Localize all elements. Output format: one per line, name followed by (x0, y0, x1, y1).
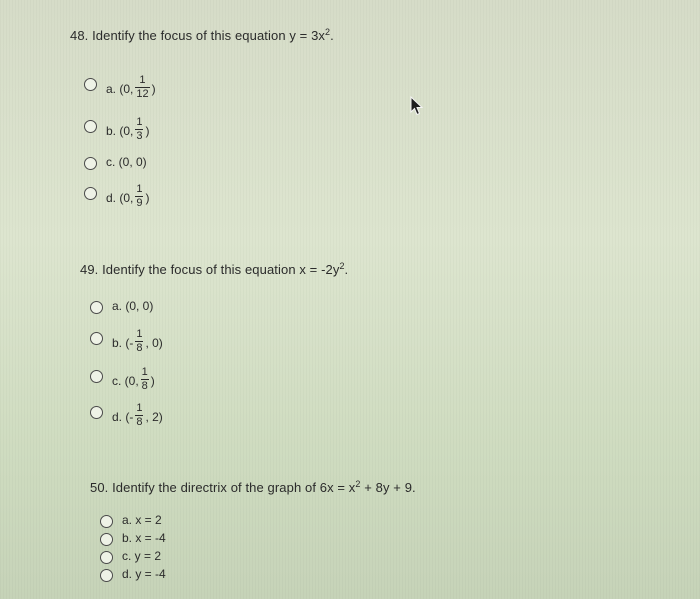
fraction-denominator: 8 (136, 416, 143, 428)
radio-button-icon[interactable] (84, 187, 97, 200)
question-48-end: . (330, 28, 334, 43)
question-50 (90, 480, 416, 495)
question-49-exponent: 2 (339, 261, 345, 271)
fraction-denominator: 8 (141, 380, 148, 392)
q49-option-d-suffix: , 2) (145, 409, 163, 424)
q48-option-a-suffix: ) (151, 81, 156, 96)
question-48 (70, 28, 334, 43)
q49-option-a-label: a. (0, 0) (112, 299, 154, 313)
q48-option-b-fraction (135, 117, 143, 142)
fraction-numerator: 1 (136, 183, 143, 195)
q50-option-a-label: a. x = 2 (122, 513, 162, 527)
question-50-end: + 8y + 9. (360, 480, 416, 495)
fraction-numerator: 1 (136, 328, 143, 340)
fraction-numerator: 1 (136, 402, 143, 414)
fraction-denominator: 12 (136, 88, 149, 100)
radio-button-icon[interactable] (100, 551, 113, 564)
mouse-pointer-icon (410, 96, 424, 116)
question-49-text: 49. Identify the focus of this equation x = -2y (80, 262, 340, 277)
fraction-numerator: 1 (139, 74, 146, 86)
radio-button-icon[interactable] (100, 533, 113, 546)
q48-option-c-label: c. (0, 0) (106, 155, 147, 169)
fraction-denominator: 9 (136, 197, 143, 209)
q48-option-d-fraction (135, 184, 143, 209)
q48-option-b-suffix: ) (145, 123, 150, 138)
q48-option-d-suffix: ) (145, 190, 150, 205)
radio-button-icon[interactable] (100, 515, 113, 528)
q49-option-b-suffix: , 0) (145, 335, 163, 350)
question-48-text: 48. Identify the focus of this equation y = 3x (70, 28, 326, 43)
radio-button-icon[interactable] (84, 78, 97, 91)
q49-option-d-fraction (135, 403, 143, 428)
q49-option-c-suffix: ) (150, 373, 155, 388)
question-49 (80, 262, 348, 277)
q49-option-d-prefix: d. (- (112, 409, 134, 424)
fraction-numerator: 1 (136, 116, 143, 128)
radio-button-icon[interactable] (90, 332, 103, 345)
q49-option-b-prefix: b. (- (112, 335, 134, 350)
q49-option-c-fraction (141, 367, 149, 392)
question-48-exponent: 2 (325, 27, 331, 37)
radio-button-icon[interactable] (90, 370, 103, 383)
question-50-text: 50. Identify the directrix of the graph of 6x = x (90, 480, 356, 495)
radio-button-icon[interactable] (90, 406, 103, 419)
radio-button-icon[interactable] (100, 569, 113, 582)
question-50-exponent: 2 (355, 479, 361, 489)
question-49-end: . (344, 262, 349, 277)
radio-button-icon[interactable] (90, 301, 103, 314)
radio-button-icon[interactable] (84, 120, 97, 133)
q50-option-c-label: c. y = 2 (122, 549, 162, 563)
q49-option-c-prefix: c. (0, (112, 373, 139, 388)
q49-option-b-fraction (135, 329, 143, 354)
q48-option-a-fraction (135, 75, 149, 100)
radio-button-icon[interactable] (84, 157, 97, 170)
q48-option-d-prefix: d. (0, (106, 190, 134, 205)
q50-option-b-label: b. x = -4 (122, 531, 166, 545)
fraction-numerator: 1 (141, 366, 148, 378)
q48-option-a-prefix: a. (0, (106, 81, 134, 96)
q48-option-b-prefix: b. (0, (106, 123, 134, 138)
q50-option-d-label: d. y = -4 (122, 567, 166, 581)
fraction-denominator: 8 (136, 342, 143, 354)
fraction-denominator: 3 (136, 130, 143, 142)
